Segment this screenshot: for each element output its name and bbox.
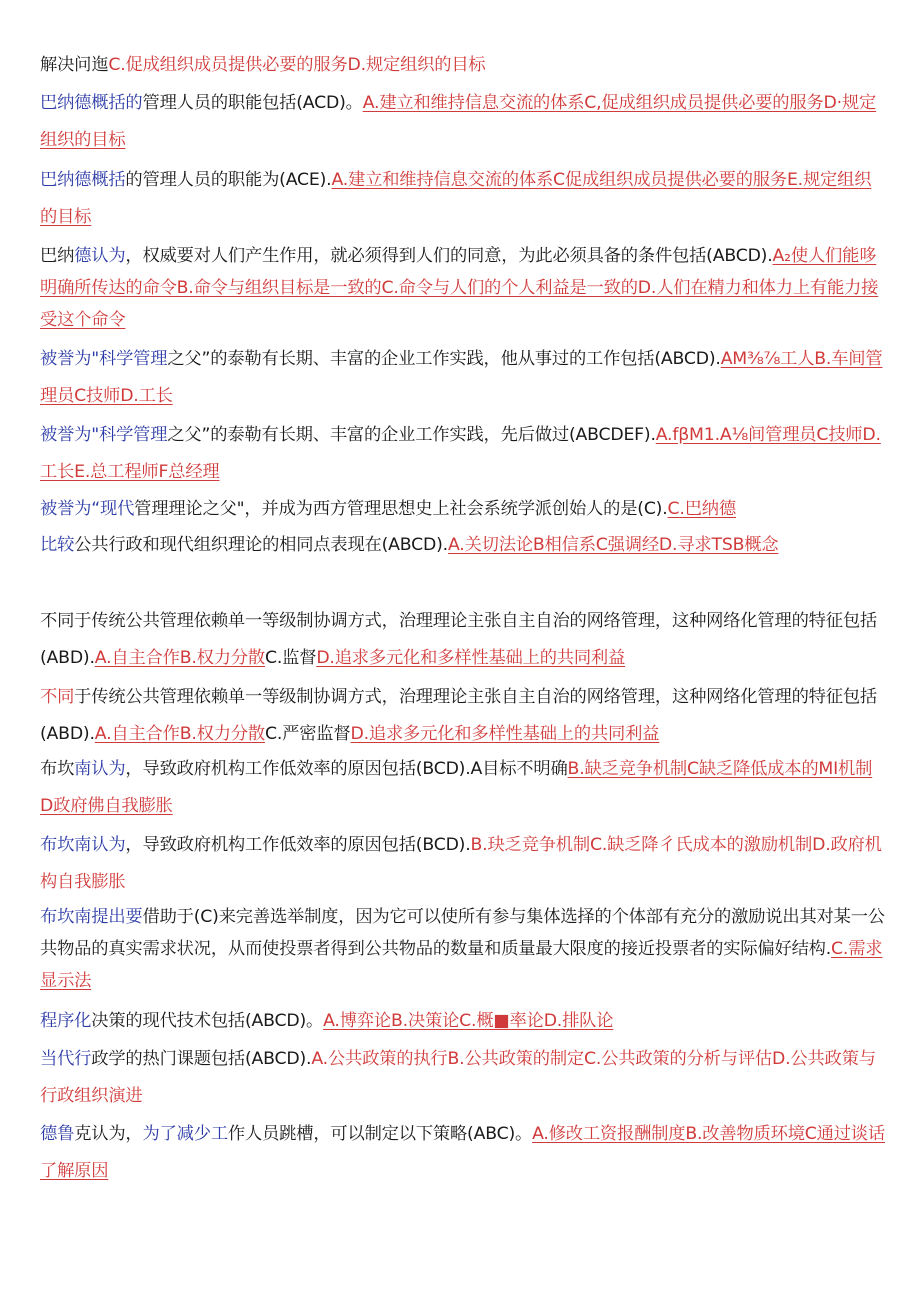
text-run: C.需求显示法	[40, 939, 883, 991]
text-run: 被誉为"科学管理	[40, 349, 168, 369]
text-run: 之父”的泰勒有长期、丰富的企业工作实践，先后做过(ABCDEF).	[167, 425, 656, 445]
paragraph-9	[40, 603, 885, 677]
text-run: 当代行	[40, 1049, 92, 1069]
text-run: 于传统公共管理依赖单一等级制协调方式，治理理论主张自主自治的网络管理，这种网络化管理的特征包括(ABD).	[40, 687, 877, 744]
text-run: 管理理论之父"，并成为西方管理思想史上社会系统学派创始人的是(C).	[134, 499, 668, 519]
text-run: 公共行政和现代组织理论的相同点表现在(ABCD).	[74, 535, 448, 555]
text-run: C.监督	[264, 648, 317, 668]
paragraph-7	[40, 491, 885, 528]
text-run: 被誉为"科学管理	[40, 425, 168, 445]
text-run: 为了减少工	[142, 1124, 228, 1144]
paragraph-5	[40, 341, 885, 415]
text-run: 之父”的泰勒有长期、丰富的企业工作实践，他从事过的工作包括(ABCD).	[167, 349, 721, 369]
text-run: 政学的热门课题包括(ABCD).	[91, 1049, 312, 1069]
text-run: A.关切法论B相信系C强调经D.寻求TSB概念	[447, 535, 779, 555]
paragraph-1	[40, 47, 885, 84]
text-run: 借助于(C)来完善选举制度，因为它可以使所有参与集体选择的个体部有充分的激励说出其对某一公共物品的真实需求状况，从而使投票者得到公共物品的数量和质量最大限度的接近投票者的实际偏好结构.	[40, 907, 885, 959]
paragraph-10	[40, 679, 885, 753]
text-run: A.自主合作B.权力分散	[94, 724, 265, 744]
paragraph-12	[40, 827, 885, 901]
text-run: 比较	[40, 535, 75, 555]
text-run: C.促成组织成员提供必要的服务D.规定组织的目标	[108, 55, 486, 75]
text-run: 巴纳	[40, 246, 75, 266]
text-run: ，导致政府机构工作低效率的原因包括(BCD).A目标不明确	[125, 759, 568, 779]
text-run: 南认为	[74, 759, 126, 779]
text-run: 决策的现代技术包括(ABCD)。	[91, 1011, 324, 1031]
paragraph-13	[40, 901, 885, 997]
text-run: 被誉为“现代	[40, 499, 135, 519]
paragraph-6	[40, 417, 885, 491]
paragraph-15	[40, 1041, 885, 1115]
text-run: 不同于传统公共管理依赖单一等级制协调方式，治理理论主张自主自治的网络管理，这种网络化管理的特征包括(ABD).	[40, 611, 877, 668]
text-run: B.玦乏竞争机制C.缺乏降彳氏成本的激励机制D.政府机构自我膨胀	[40, 835, 882, 892]
text-run: A.fβM1.A⅛间管理员C技师D.工长E.总工程师F总经理	[40, 425, 881, 482]
text-run: 管理人员的职能包括(ACD)。	[142, 93, 363, 113]
text-run: 作人员跳槽，可以制定以下策略(ABC)。	[227, 1124, 533, 1144]
paragraph-16	[40, 1116, 885, 1190]
text-run: 不同	[40, 687, 75, 707]
paragraph-3	[40, 162, 885, 236]
paragraph-14	[40, 1003, 885, 1040]
text-run: A.修改工资报酬制度B.改善物质环境C通过谈话了解原因	[40, 1124, 885, 1181]
text-run: AM⅜⅞工人B.车间管理员C技师D.工长	[40, 349, 883, 406]
text-run: D.追求多元化和多样性基础上的共同利益	[316, 648, 626, 668]
text-run: 布坎南认为	[40, 835, 126, 855]
paragraph-4	[40, 240, 885, 336]
text-run: 德鲁	[40, 1124, 75, 1144]
text-run: 布坎	[40, 759, 75, 779]
text-run: 布坎南提出要	[40, 907, 143, 927]
text-run: A.博弈论B.决策论C.概■率论D.排队论	[323, 1011, 614, 1031]
paragraph-8	[40, 527, 885, 564]
text-run: ，导致政府机构工作低效率的原因包括(BCD).	[125, 835, 471, 855]
text-run: 程序化	[40, 1011, 92, 1031]
text-run: A.建立和维持信息交流的体系C,促成组织成员提供必要的服务D·规定组织的目标	[40, 93, 877, 150]
text-run: 解决问迤	[40, 55, 109, 75]
paragraph-11	[40, 751, 885, 825]
text-run: 克认为，	[74, 1124, 143, 1144]
text-run: A.建立和维持信息交流的体系C促成组织成员提供必要的服务E.规定组织的目标	[40, 170, 872, 227]
text-run: D.追求多元化和多样性基础上的共同利益	[350, 724, 660, 744]
text-run: A.自主合作B.权力分散	[94, 648, 265, 668]
text-run: A.公共政策的执行B.公共政策的制定C.公共政策的分析与评估D.公共政策与行政组织演进	[40, 1049, 876, 1106]
text-run: 德认为	[74, 246, 126, 266]
text-run: ，权威要对人们产生作用，就必须得到人们的同意，为此必须具备的条件包括(ABCD).	[125, 246, 773, 266]
text-run: C.严密监督	[264, 724, 351, 744]
text-run: 巴纳德概括	[40, 170, 126, 190]
paragraph-2	[40, 85, 885, 159]
text-run: B.缺乏竞争机制C缺乏降低成本的MI机制D政府佛自我膨胀	[40, 759, 873, 816]
text-run: 巴纳德概括的	[40, 93, 143, 113]
text-run: A₂使人们能哆明确所传达的命令B.命令与组织目标是一致的C.命令与人们的个人利益是一致的D.人们在精力和体力上有能力接受这个命令	[40, 246, 879, 330]
text-run: C.巴纳德	[667, 499, 736, 519]
text-run: 的管理人员的职能为(ACE).	[125, 170, 332, 190]
